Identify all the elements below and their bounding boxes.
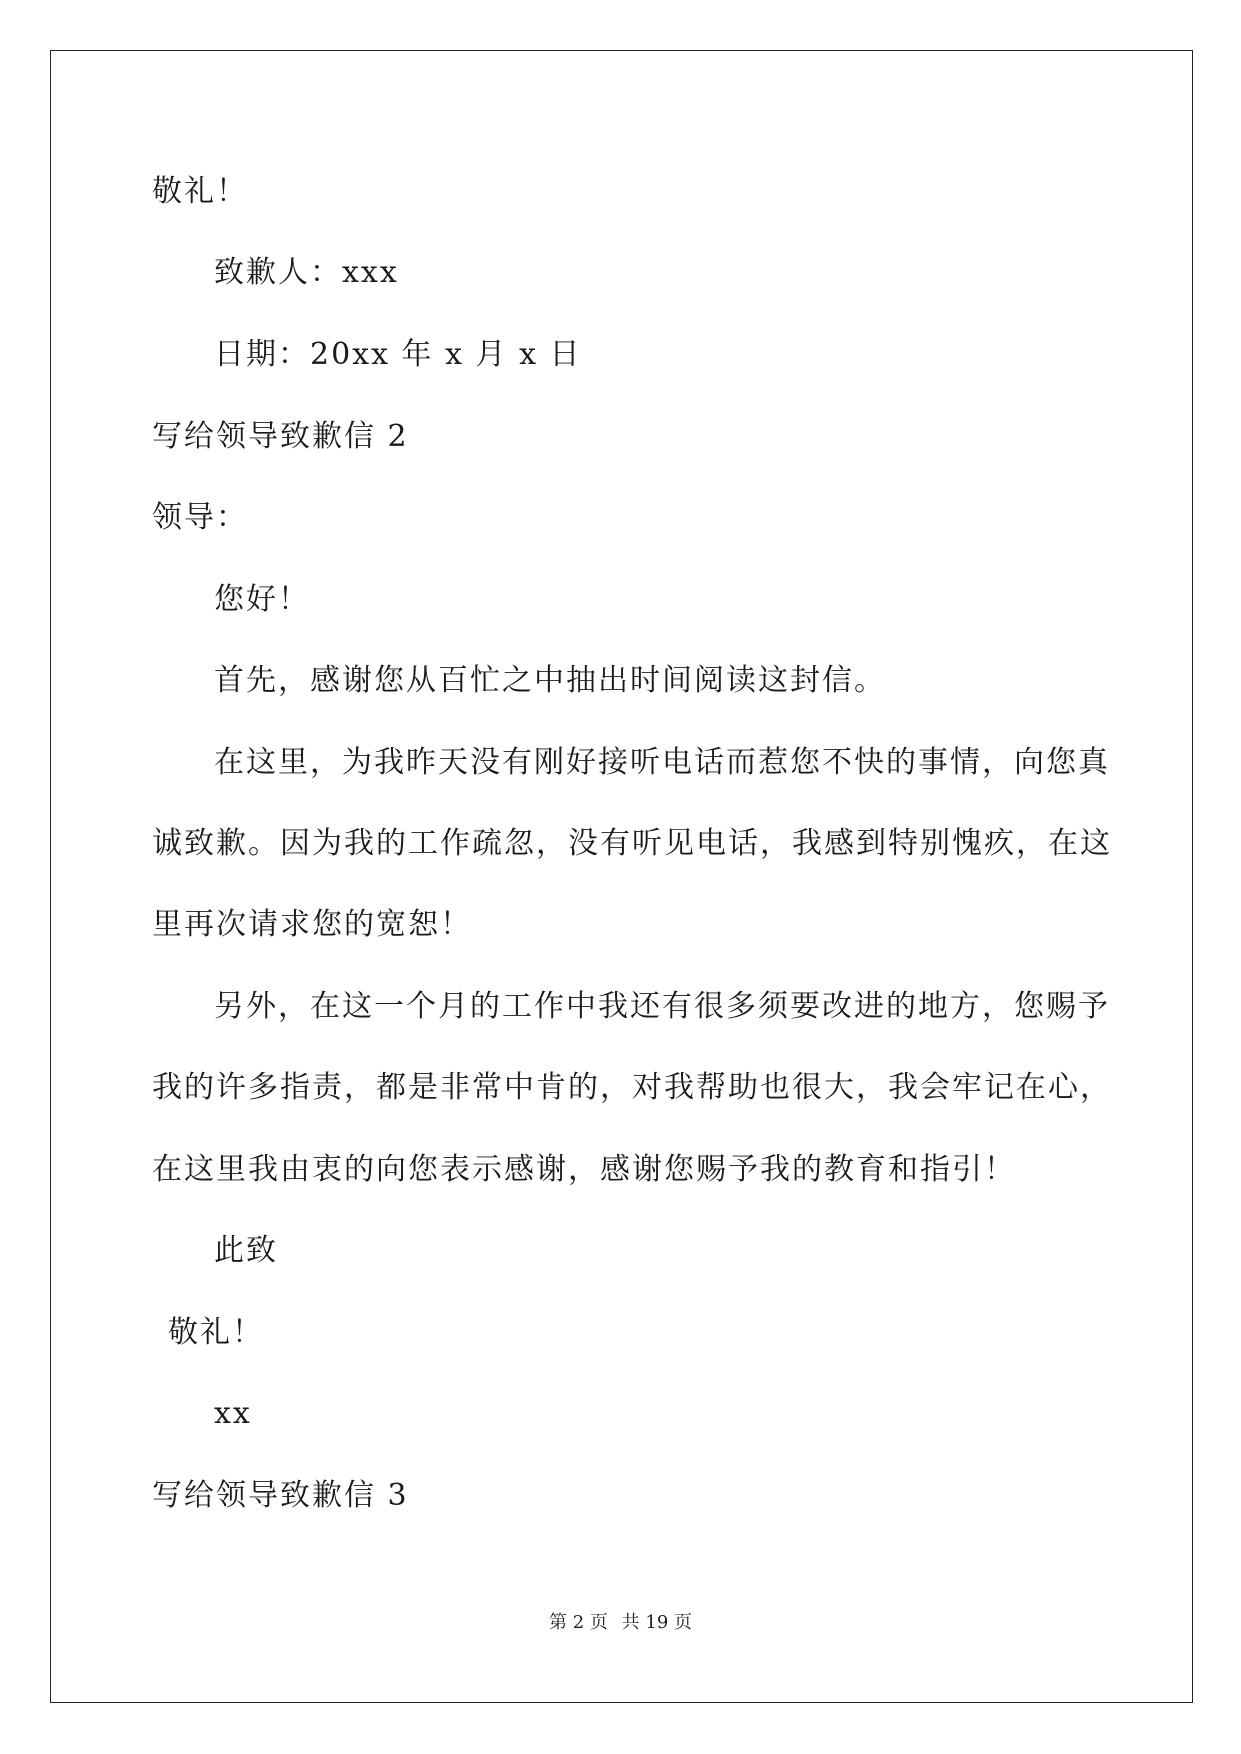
closing-salute: 敬礼！ xyxy=(168,1315,264,1350)
greeting: 您好！ xyxy=(214,582,310,617)
closing-salute: 敬礼！ xyxy=(152,174,248,209)
salutation: 领导： xyxy=(152,500,248,535)
page-footer xyxy=(0,1608,1241,1634)
paragraph-line: 首先，感谢您从百忙之中抽出时间阅读这封信。 xyxy=(214,663,886,698)
paragraph-line: 诚致歉。因为我的工作疏忽，没有听见电话，我感到特别愧疚，在这 xyxy=(152,826,1112,861)
paragraph-line: 我的许多指责，都是非常中肯的，对我帮助也很大，我会牢记在心， xyxy=(152,1070,1112,1105)
page-border xyxy=(50,50,1193,1703)
date-line: 日期：20xx 年 x 月 x 日 xyxy=(214,337,582,372)
paragraph-line: 在这里，为我昨天没有刚好接听电话而惹您不快的事情，向您真 xyxy=(214,745,1110,780)
section-heading: 写给领导致歉信 3 xyxy=(152,1478,409,1513)
apologizer-line: 致歉人：xxx xyxy=(214,255,399,290)
closing-phrase: 此致 xyxy=(214,1233,278,1268)
paragraph-line: 在这里我由衷的向您表示感谢，感谢您赐予我的教育和指引！ xyxy=(152,1152,1016,1187)
section-heading: 写给领导致歉信 2 xyxy=(152,419,409,454)
paragraph-line: 里再次请求您的宽恕！ xyxy=(152,907,472,942)
signature: xx xyxy=(214,1396,252,1431)
page-total: 共 19 页 xyxy=(621,1612,692,1633)
paragraph-line: 另外，在这一个月的工作中我还有很多须要改进的地方，您赐予 xyxy=(214,989,1110,1024)
page-number: 第 2 页 xyxy=(549,1612,608,1633)
